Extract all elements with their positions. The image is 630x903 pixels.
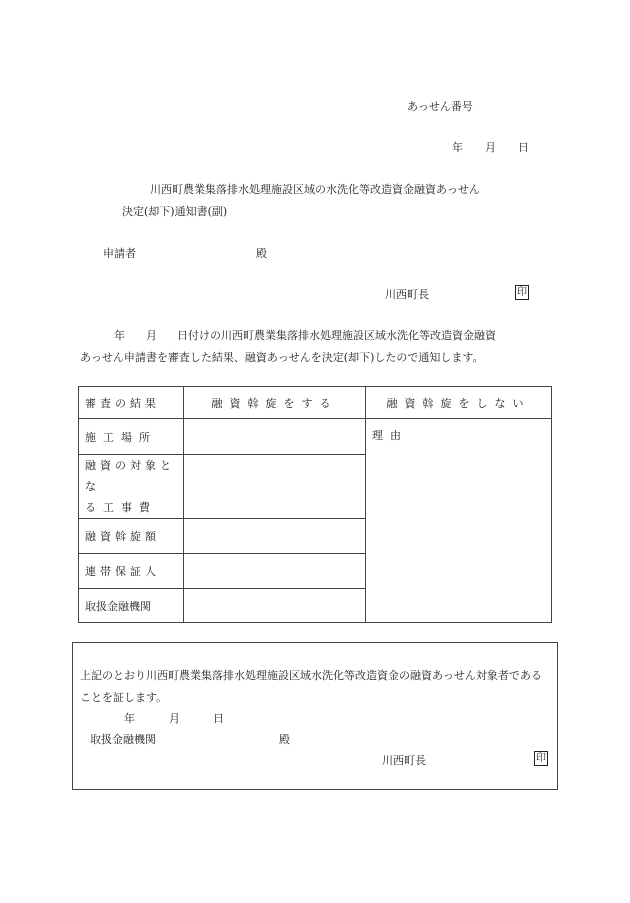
row-label-institution: 取扱金融機関 [79,589,184,623]
row-label-cost [79,455,184,519]
approve-value-cell [184,455,366,519]
table-row [79,419,552,455]
approve-header-cell: 融資斡旋をする [184,387,366,419]
document-title-line1: 川西町農業集落排水処理施設区域の水洗化等改造資金融資あっせん [150,183,480,196]
issuer-name: 川西町長 [385,288,429,301]
row-label-cost-line2: る工事費 [85,501,157,514]
row-label-site: 施工場所 [79,419,184,455]
date-year-label: 年 [452,141,463,154]
certification-day: 日 [213,712,224,725]
approve-value-cell [184,589,366,623]
applicant-honorific: 殿 [256,247,267,260]
certification-institution-label: 取扱金融機関 [90,733,156,746]
date-month-label: 月 [485,141,496,154]
body-year: 年 [114,329,125,342]
approve-value-cell [184,519,366,554]
reason-cell [366,419,552,623]
reason-label: 理由 [372,429,408,442]
review-result-table [78,386,552,623]
reject-header-cell: 融資斡旋をしない [366,387,552,419]
approve-value-cell [184,419,366,455]
certification-box [72,642,558,790]
body-month: 月 [146,329,157,342]
application-number-label: あっせん番号 [407,100,473,113]
certification-seal-mark: 印 [536,753,546,764]
result-header-cell: 審査の結果 [79,387,184,419]
certification-text-line2: ことを証します。 [80,691,168,704]
certification-issuer-name: 川西町長 [382,754,426,767]
table-header-row [79,387,552,419]
certification-honorific: 殿 [279,733,290,746]
applicant-label: 申請者 [103,247,136,260]
certification-text-line1: 上記のとおり川西町農業集落排水処理施設区域水洗化等改造資金の融資あっせん対象者である [80,669,542,682]
row-label-amount: 融資斡旋額 [79,519,184,554]
date-day-label: 日 [518,141,529,154]
approve-value-cell [184,554,366,589]
certification-month: 月 [169,712,180,725]
row-label-cost-line1: 融資の対象とな [85,459,175,493]
body-text-line1: 日付けの川西町農業集落排水処理施設区域水洗化等改造資金融資 [177,329,496,342]
body-text-line2: あっせん申請書を審査した結果、融資あっせんを決定(却下)したので通知します。 [80,351,484,364]
document-title-line2: 決定(却下)通知書(副) [122,205,228,218]
certification-year: 年 [124,712,135,725]
row-label-guarantor: 連帯保証人 [79,554,184,589]
seal-mark: 印 [517,287,527,298]
